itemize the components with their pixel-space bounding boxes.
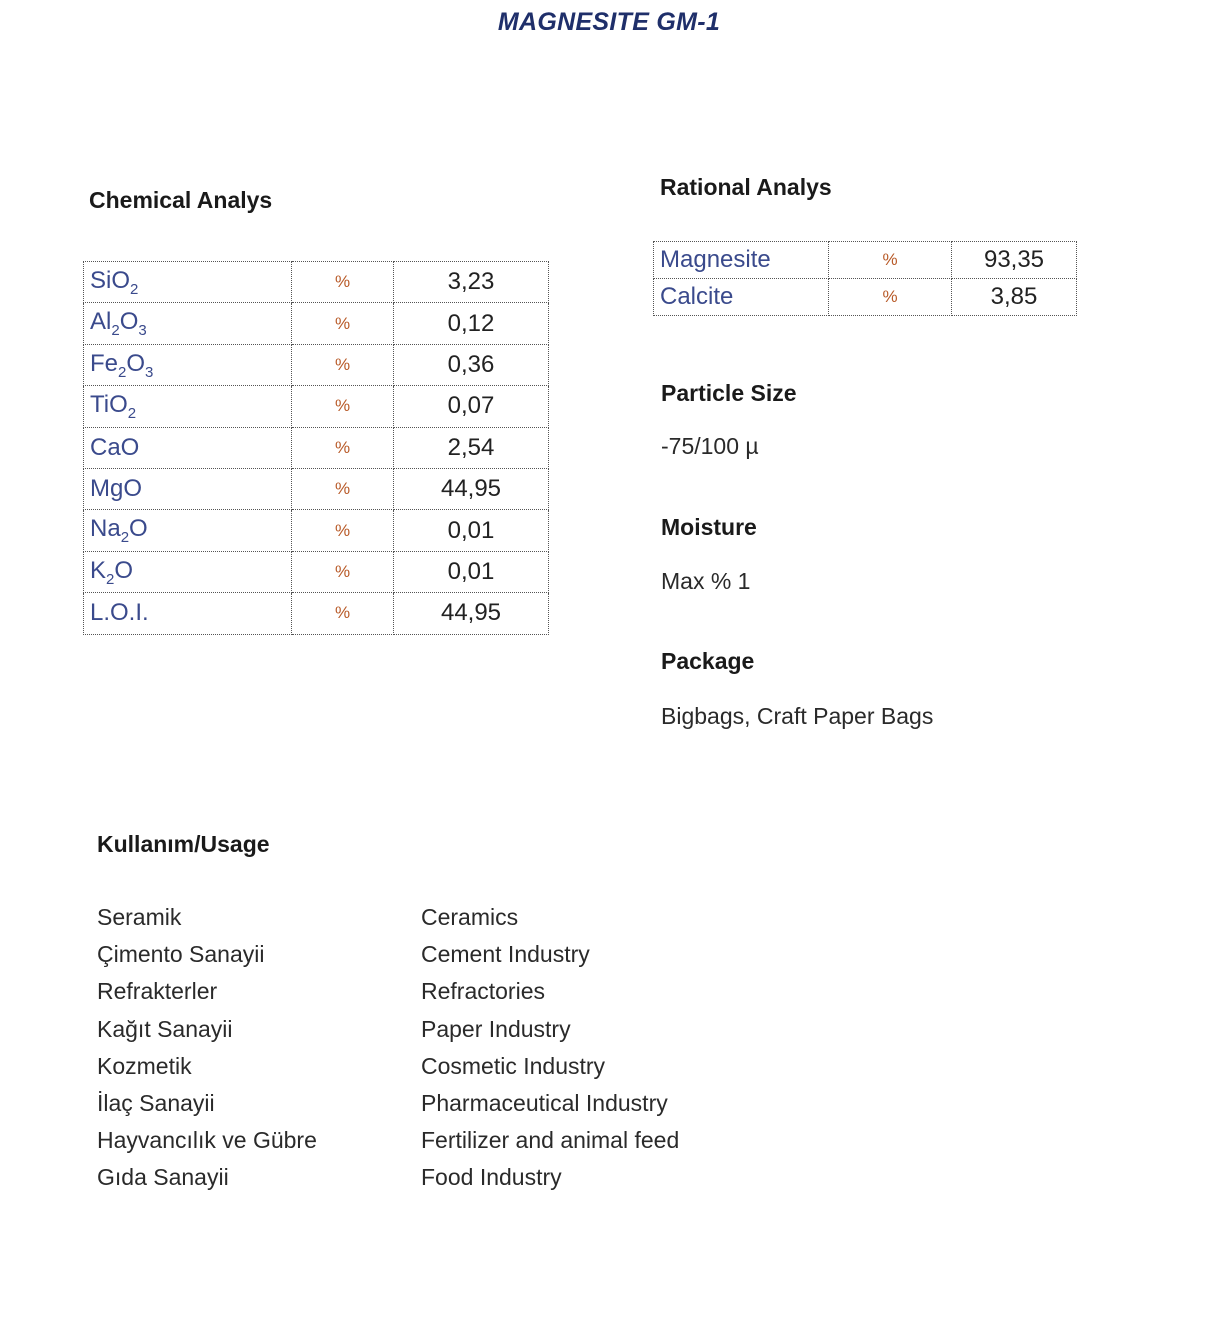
compound-name	[84, 551, 292, 592]
usage-heading: Kullanım/Usage	[97, 831, 270, 857]
chemical-row	[84, 427, 549, 468]
compound-value: 0,01	[394, 510, 549, 551]
compound-symbol: Al	[90, 308, 112, 336]
document-title: MAGNESITE GM-1	[497, 8, 721, 36]
chemical-row	[84, 344, 549, 385]
unit-percent: %	[829, 279, 952, 316]
compound-symbol: SiO	[90, 266, 131, 294]
unit-percent: %	[292, 468, 394, 509]
mineral-name: Magnesite	[654, 242, 829, 279]
package-value: Bigbags, Craft Paper Bags	[661, 703, 934, 729]
usage-item-en: Food Industry	[421, 1164, 562, 1191]
usage-item-en: Paper Industry	[421, 1015, 571, 1042]
rational-row	[654, 242, 1077, 279]
usage-item-tr: Hayvancılık ve Gübre	[97, 1127, 317, 1154]
mineral-name: Calcite	[654, 279, 829, 316]
chemical-row	[84, 510, 549, 551]
compound-symbol: K	[90, 556, 107, 584]
compound-subscript: 2	[106, 570, 115, 588]
compound-value: 0,36	[394, 344, 549, 385]
compound-symbol: MgO	[90, 475, 143, 503]
compound-value: 44,95	[394, 468, 549, 509]
compound-name	[84, 510, 292, 551]
particle-size-heading: Particle Size	[661, 380, 797, 406]
compound-symbol: Na	[90, 515, 121, 543]
usage-item-en: Fertilizer and animal feed	[421, 1127, 680, 1154]
usage-item-en: Pharmaceutical Industry	[421, 1089, 668, 1116]
usage-item-en: Cosmetic Industry	[421, 1052, 606, 1079]
compound-name	[84, 427, 292, 468]
compound-subscript: 2	[120, 528, 130, 546]
compound-name	[84, 468, 292, 509]
moisture-value: Max % 1	[661, 568, 751, 594]
usage-item-en: Refractories	[421, 978, 545, 1005]
unit-percent: %	[292, 510, 394, 551]
usage-item-tr: Refrakterler	[97, 978, 218, 1005]
compound-subscript: 2	[130, 280, 139, 298]
chemical-row	[84, 386, 549, 427]
unit-percent: %	[292, 593, 394, 634]
compound-subscript: 2	[111, 321, 120, 339]
compound-symbol-tail: O	[114, 556, 134, 584]
usage-item-tr: Seramik	[97, 904, 182, 930]
compound-symbol: CaO	[90, 433, 140, 461]
compound-subscript: 2	[118, 363, 127, 381]
particle-size-value: -75/100 µ	[661, 433, 759, 459]
unit-percent: %	[292, 344, 394, 385]
compound-symbol-tail: O	[119, 308, 139, 336]
chemical-row	[84, 303, 549, 344]
compound-value: 3,23	[394, 262, 549, 303]
package-heading: Package	[661, 648, 755, 674]
usage-item-tr: İlaç Sanayii	[97, 1089, 215, 1116]
usage-list-turkish	[97, 899, 317, 1197]
compound-name	[84, 593, 292, 634]
compound-subscript: 3	[145, 363, 154, 381]
compound-value: 0,07	[394, 386, 549, 427]
rational-analysis-table	[653, 241, 1077, 316]
usage-item-tr: Kağıt Sanayii	[97, 1015, 233, 1042]
usage-item-en: Cement Industry	[421, 941, 590, 968]
moisture-heading: Moisture	[661, 514, 757, 540]
usage-item-tr: Gıda Sanayii	[97, 1164, 229, 1191]
unit-percent: %	[292, 386, 394, 427]
compound-value: 2,54	[394, 427, 549, 468]
compound-name	[84, 344, 292, 385]
mineral-value: 93,35	[952, 242, 1077, 279]
mineral-value: 3,85	[952, 279, 1077, 316]
usage-item-en: Ceramics	[421, 904, 519, 930]
unit-percent: %	[292, 303, 394, 344]
chemical-row	[84, 468, 549, 509]
chemical-row	[84, 262, 549, 303]
chemical-row	[84, 593, 549, 634]
compound-symbol-tail: O	[129, 515, 148, 543]
chemical-analysis-table	[83, 261, 549, 635]
compound-symbol: L.O.I.	[90, 599, 149, 627]
rational-row	[654, 279, 1077, 316]
compound-value: 0,12	[394, 303, 549, 344]
usage-list-english	[421, 899, 679, 1197]
compound-subscript: 2	[127, 404, 137, 422]
unit-percent: %	[292, 427, 394, 468]
compound-value: 0,01	[394, 551, 549, 592]
chemical-analysis-heading: Chemical Analys	[89, 187, 273, 213]
compound-name	[84, 262, 292, 303]
usage-item-tr: Kozmetik	[97, 1052, 192, 1079]
rational-analysis-heading: Rational Analys	[660, 174, 832, 200]
compound-value: 44,95	[394, 593, 549, 634]
compound-symbol: TiO	[90, 390, 128, 418]
compound-symbol: Fe	[90, 349, 119, 377]
compound-symbol-tail: O	[126, 349, 146, 377]
chemical-row	[84, 551, 549, 592]
unit-percent: %	[292, 262, 394, 303]
compound-name	[84, 386, 292, 427]
unit-percent: %	[829, 242, 952, 279]
compound-name	[84, 303, 292, 344]
unit-percent: %	[292, 551, 394, 592]
compound-subscript: 3	[138, 321, 147, 339]
usage-item-tr: Çimento Sanayii	[97, 941, 265, 968]
